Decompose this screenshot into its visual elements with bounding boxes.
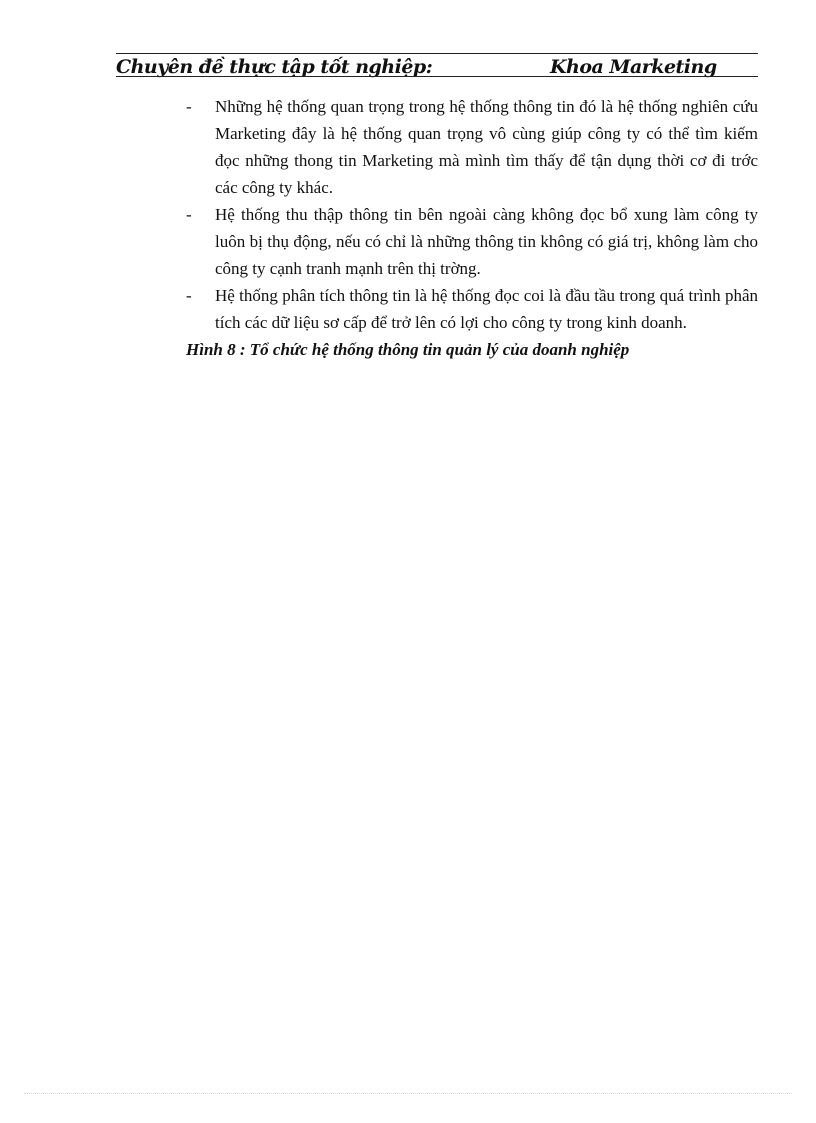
bullet-dash: - bbox=[186, 286, 192, 305]
header-bottom-rule bbox=[116, 76, 758, 77]
bullet-dash: - bbox=[186, 97, 192, 116]
bullet-item bbox=[186, 282, 758, 336]
header-top-rule bbox=[116, 53, 758, 54]
footer-dotted-rule bbox=[24, 1093, 792, 1094]
bullet-text: Hệ thống thu thập thông tin bên ngoài càng không đọc bổ xung làm công ty luôn bị thụ động, nếu có chỉ là những thông tin không có giá trị, không làm cho công ty cạnh tranh mạnh trên thị trờng. bbox=[215, 205, 758, 278]
bullet-text: Hệ thống phân tích thông tin là hệ thống đọc coi là đầu tầu trong quá trình phân tích các dữ liệu sơ cấp để trở lên có lợi cho công ty trong kinh doanh. bbox=[215, 286, 758, 332]
bullet-dash: - bbox=[186, 205, 192, 224]
header-left-title: Chuyên đề thực tập tốt nghiệp: bbox=[116, 56, 433, 78]
bullet-text: Những hệ thống quan trọng trong hệ thống thông tin đó là hệ thống nghiên cứu Marketing đây là hệ thống quan trọng vô cùng giúp công ty có thể tìm kiếm đọc những thong tin Marketing mà mình tìm thấy để tận dụng thời cơ đi trớc các công ty khác. bbox=[215, 97, 758, 197]
figure-caption: Hình 8 : Tổ chức hệ thống thông tin quản lý của doanh nghiệp bbox=[186, 340, 630, 359]
page-header bbox=[116, 56, 758, 78]
body-content bbox=[186, 93, 758, 363]
header-right-title: Khoa Marketing bbox=[550, 56, 717, 78]
bullet-item bbox=[186, 201, 758, 282]
bullet-item bbox=[186, 93, 758, 201]
